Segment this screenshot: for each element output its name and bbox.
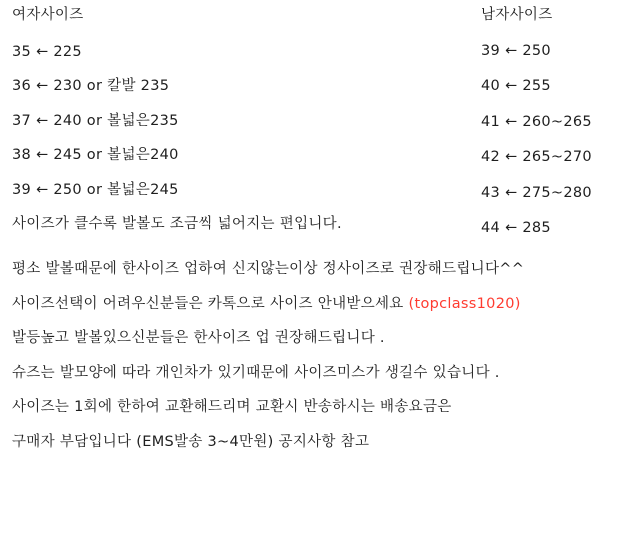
men-size-column bbox=[481, 8, 631, 257]
note-exchange-policy: 사이즈는 1회에 한하여 교환해드리며 교환시 반송하시는 배송요금은 bbox=[12, 399, 452, 415]
note-size-miss: 슈즈는 발모양에 따라 개인차가 있기때문에 사이즈미스가 생길수 있습니다 . bbox=[12, 364, 500, 381]
note-kakao-text: 사이즈선택이 어려우신분들은 카톡으로 사이즈 안내받으세요 bbox=[12, 295, 409, 312]
men-size-row: 40 ← 255 bbox=[481, 78, 551, 94]
note-size-up: 발등높고 발볼있으신분들은 한사이즈 업 권장해드립니다 . bbox=[12, 330, 385, 346]
men-size-row: 41 ← 260~265 bbox=[481, 113, 592, 130]
note-regular-size: 평소 발볼때문에 한사이즈 업하여 신지않는이상 정사이즈로 권장해드립니다^^ bbox=[12, 261, 525, 277]
note-kakao-consult bbox=[12, 297, 632, 312]
women-size-row: 39 ← 250 or 볼넓은245 bbox=[12, 181, 179, 198]
men-size-row: 43 ← 275~280 bbox=[481, 184, 592, 201]
women-size-row: 35 ← 225 bbox=[12, 43, 82, 60]
women-size-row: 38 ← 245 or 볼넓은240 bbox=[12, 147, 179, 163]
men-size-row: 44 ← 285 bbox=[481, 220, 551, 236]
men-size-row: 39 ← 250 bbox=[481, 42, 551, 59]
men-size-header: 남자사이즈 bbox=[481, 7, 553, 23]
women-size-row: 36 ← 230 or 칼발 235 bbox=[12, 78, 170, 94]
women-size-column bbox=[12, 8, 482, 252]
notes-section bbox=[12, 262, 632, 469]
men-size-row: 42 ← 265~270 bbox=[481, 149, 592, 165]
width-note: 사이즈가 클수록 발볼도 조금씩 넓어지는 편입니다. bbox=[12, 216, 342, 232]
note-shipping-fee: 구매자 부담입니다 (EMS발송 3~4만원) 공지사항 참고 bbox=[12, 433, 370, 450]
women-size-row: 37 ← 240 or 볼넓은235 bbox=[12, 112, 179, 129]
women-size-header: 여자사이즈 bbox=[12, 7, 84, 23]
kakao-id: (topclass1020) bbox=[408, 295, 521, 312]
